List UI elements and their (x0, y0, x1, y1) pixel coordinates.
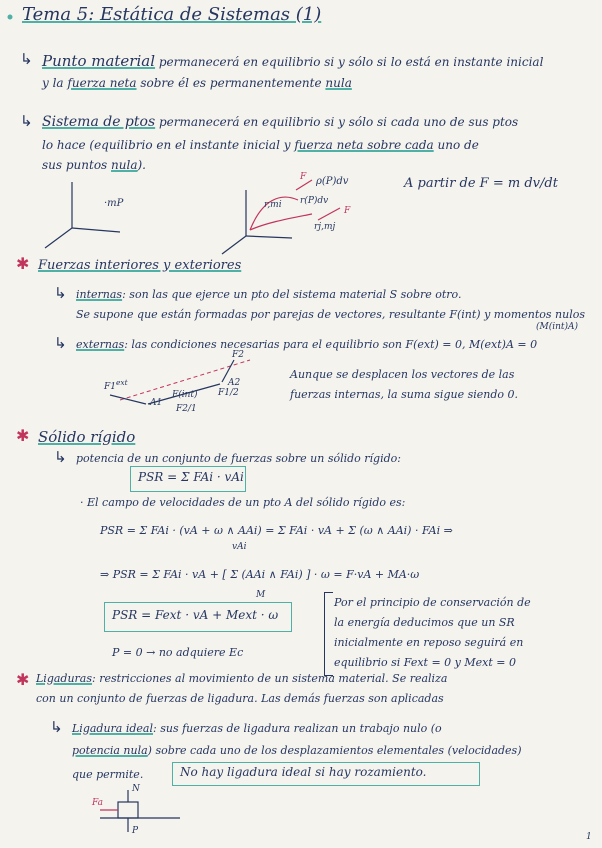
ideal-line-3: que permite. (72, 768, 144, 781)
block-diagram (100, 790, 180, 832)
note-line-1: Por el principio de conservación de (334, 596, 531, 609)
bullet-arrow-icon: ↳ (20, 112, 33, 130)
box-psr-1-text: PSR = Σ FAi · vAi (138, 470, 244, 484)
bullet-arrow-icon: ↳ (54, 284, 67, 302)
p-zero-line: P = 0 → no adquiere Ec (112, 646, 244, 659)
star-icon: ✱ (16, 254, 30, 273)
aunque-line-2: fuerzas internas, la suma sigue siendo 0. (290, 388, 518, 401)
note-line-4: equilibrio si Fext = 0 y Mext = 0 (334, 656, 516, 669)
m-label: M (256, 590, 266, 600)
diagram-rjmj-label: rj,mj (314, 222, 336, 232)
bullet-arrow-icon: ↳ (50, 718, 63, 736)
diagram-rho-label: ρ(P)dv (316, 176, 349, 187)
ideal-line-1: Ligadura ideal: sus fuerzas de ligadura realizan un trabajo nulo (o (72, 722, 442, 735)
ligaduras-line-1: Ligaduras: restricciones al movimiento de un sistema material. Se realiza (36, 672, 448, 685)
externas-line: externas: las condiciones necesarias para el equilibrio son F(ext) = 0, M(ext)A = 0 (76, 338, 538, 351)
diagram-fi-label: F (300, 172, 307, 182)
note-line-2: la energía deducimos que un SR (334, 616, 515, 629)
note-line-3: inicialmente en reposo seguirá en (334, 636, 524, 649)
star-icon: ✱ (16, 670, 30, 689)
diagram-fj-label: F (344, 206, 351, 216)
axes-diagram-1 (45, 182, 120, 248)
f21-label: F2/1 (176, 404, 197, 414)
note-bracket (324, 592, 333, 676)
internas-line-1: internas: son las que ejerce un pto del sistema material S sobre otro. (76, 288, 462, 301)
page-number: 1 (586, 832, 592, 842)
axes-diagram-2 (222, 180, 340, 254)
sistema-line-1: Sistema de ptos permanecerá en equilibrio si y sólo si cada uno de sus ptos (42, 114, 519, 130)
fuerzas-heading: Fuerzas interiores y exteriores (38, 258, 242, 273)
equation-1: PSR = Σ FAi · (vA + ω ∧ AAi) = Σ FAi · vA + Σ (ω ∧ AAi) · FAi ⇒ (100, 524, 453, 537)
internas-moment: (M(int)A) (536, 322, 579, 332)
sistema-line-2: lo hace (equilibrio en el instante inicial y fuerza neta sobre cada uno de (42, 138, 479, 152)
sistema-formula: A partir de F = m dv/dt (404, 176, 558, 191)
f2-ext-label: F2 (232, 350, 244, 360)
f1-ext-label: $F1^{ext}$ (104, 378, 128, 392)
f12-label: F1/2 (218, 388, 239, 398)
aunque-line-1: Aunque se desplacen los vectores de las (290, 368, 515, 381)
ideal-line-2: potencia nula) sobre cada uno de los desplazamientos elementales (velocidades) (72, 744, 522, 757)
campo-line: · El campo de velocidades de un pto A del sólido rígido es: (80, 496, 406, 509)
solido-heading: Sólido rígido (38, 428, 136, 446)
diagram-rpdv-label: r(P)dv (300, 196, 329, 206)
a2-label: A2 (228, 378, 241, 388)
bullet-arrow-icon: ↳ (20, 50, 33, 68)
fint-label: F(int) (172, 390, 198, 400)
equation-2: ⇒ PSR = Σ FAi · vA + [ Σ (AAi ∧ FAi) ] · ω = F·vA + MA·ω (100, 568, 420, 581)
block-fa-label: Fa (92, 798, 103, 808)
diagram-rimi-label: r,mi (264, 200, 282, 210)
potencia-line: potencia de un conjunto de fuerzas sobre un sólido rígido: (76, 452, 401, 465)
bullet-arrow-icon: ↳ (54, 334, 67, 352)
star-icon: ✱ (16, 426, 30, 445)
box-psr-2-text: PSR = Fext · vA + Mext · ω (112, 608, 279, 622)
vai-label: vAi (232, 542, 247, 552)
title-bullet-icon (8, 15, 13, 20)
box-no-ideal-text: No hay ligadura ideal si hay rozamiento. (180, 765, 427, 779)
diagram-mp-label: ·mP (104, 198, 124, 209)
block-n-label: N (132, 784, 140, 794)
ligaduras-line-2: con un conjunto de fuerzas de ligadura. Las demás fuerzas son aplicadas (36, 692, 444, 705)
bullet-arrow-icon: ↳ (54, 448, 67, 466)
block-p-label: P (132, 826, 139, 836)
page-title: Tema 5: Estática de Sistemas (1) (22, 4, 322, 25)
punto-line-2: y la fuerza neta sobre él es permanentemente nula (42, 76, 352, 90)
punto-line-1: Punto material permanecerá en equilibrio si y sólo si lo está en instante inicial (42, 52, 544, 70)
sistema-line-3: sus puntos nula). (42, 158, 146, 172)
a1-label: A1 (150, 398, 163, 408)
internas-line-2: Se supone que están formadas por parejas de vectores, resultante F(int) y momentos nulos (76, 308, 586, 321)
